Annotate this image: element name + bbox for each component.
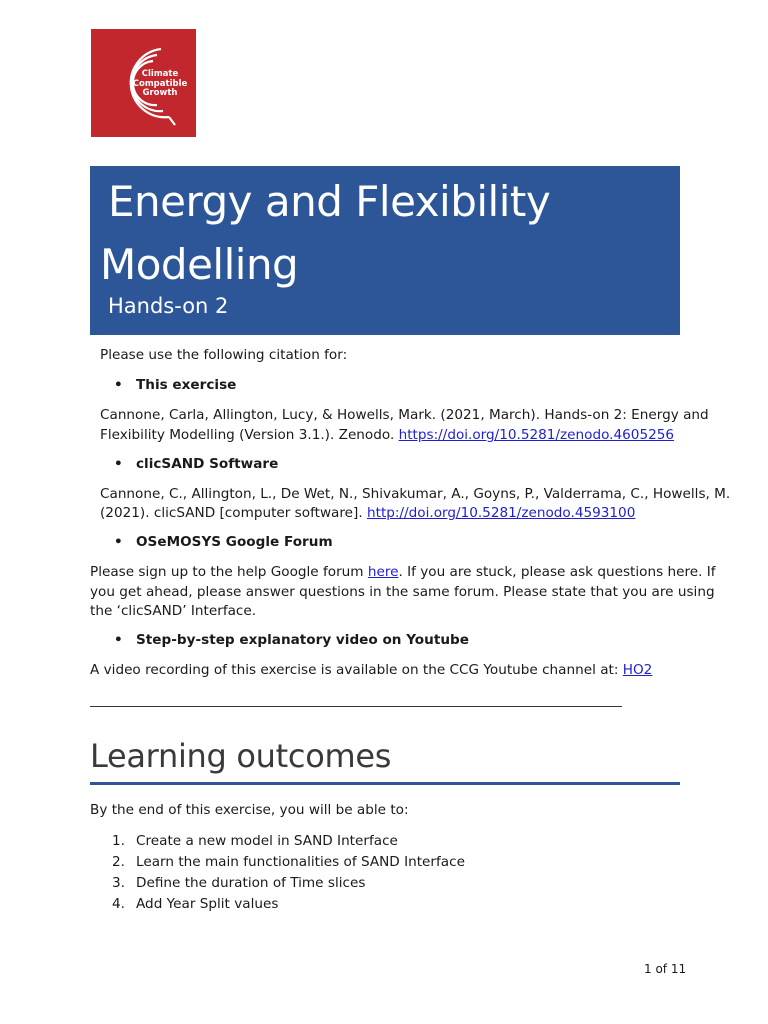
list-item-number: 3. — [112, 875, 125, 891]
software-citation-text: (2021). clicSAND [computer software]. — [100, 505, 367, 521]
forum-line-3: the ‘clicSAND’ Interface. — [90, 603, 257, 619]
forum-line-1 — [90, 562, 716, 582]
title-banner — [90, 166, 680, 335]
list-item-number: 2. — [112, 854, 125, 870]
exercise-citation-text: Flexibility Modelling (Version 3.1.). Zenodo. — [100, 427, 399, 443]
software-citation-line-2 — [100, 503, 635, 523]
video-ho2-link[interactable]: HO2 — [622, 662, 653, 678]
software-doi-link[interactable]: http://doi.org/10.5281/zenodo.4593100 — [367, 505, 636, 521]
list-item-text: Define the duration of Time slices — [136, 875, 366, 891]
logo-word-compatible: Compatible — [132, 78, 188, 89]
list-item-number: 1. — [112, 833, 125, 849]
software-citation-line-1: Cannone, C., Allington, L., De Wet, N., Shivakumar, A., Goyns, P., Valderrama, C., Howells, M. — [100, 486, 731, 502]
forum-line-2: you get ahead, please answer questions in the same forum. Please state that you are using — [90, 584, 715, 600]
video-text: A video recording of this exercise is available on the CCG Youtube channel at: — [90, 662, 623, 678]
forum-text-a: Please sign up to the help Google forum — [90, 564, 368, 580]
bullet-dot-icon: • — [114, 632, 123, 648]
exercise-doi-link[interactable]: https://doi.org/10.5281/zenodo.4605256 — [398, 427, 675, 443]
logo-word-growth: Growth — [142, 88, 178, 98]
bullet-dot-icon: • — [114, 377, 123, 393]
forum-here-link[interactable]: here — [367, 564, 399, 580]
forum-text-b: . If you are stuck, please ask questions here. If — [398, 564, 716, 580]
list-item-text: Create a new model in SAND Interface — [136, 833, 398, 849]
list-item — [112, 873, 366, 893]
list-item — [112, 831, 398, 851]
title-line-2: Modelling — [100, 240, 299, 289]
bullet-forum-label: OSeMOSYS Google Forum — [136, 534, 333, 550]
logo-word-climate: Climate — [141, 69, 179, 79]
learning-outcomes-heading: Learning outcomes — [90, 737, 392, 775]
bullet-video — [114, 630, 469, 650]
ccg-logo — [91, 29, 196, 137]
title-line-1: Energy and Flexibility — [108, 177, 551, 226]
separator-line — [90, 706, 622, 707]
exercise-citation-line-2 — [100, 425, 674, 445]
list-item-number: 4. — [112, 896, 125, 912]
list-item-text: Add Year Split values — [136, 896, 279, 912]
bullet-software — [114, 454, 279, 474]
video-line — [90, 660, 652, 680]
learning-intro: By the end of this exercise, you will be able to: — [90, 802, 409, 818]
list-item-text: Learn the main functionalities of SAND Interface — [136, 854, 465, 870]
bullet-forum — [114, 532, 333, 552]
bullet-dot-icon: • — [114, 534, 123, 550]
bullet-exercise-label: This exercise — [136, 377, 237, 393]
logo-text — [129, 70, 191, 99]
citation-intro: Please use the following citation for: — [100, 347, 348, 363]
exercise-citation-line-1: Cannone, Carla, Allington, Lucy, & Howells, Mark. (2021, March). Hands-on 2: Energy and — [100, 407, 709, 423]
document-title — [100, 170, 675, 296]
list-item — [112, 894, 279, 914]
heading-underline — [90, 782, 680, 785]
page-number: 1 of 11 — [644, 962, 687, 976]
bullet-video-label: Step-by-step explanatory video on Youtube — [136, 632, 469, 648]
bullet-exercise — [114, 375, 237, 395]
list-item — [112, 852, 465, 872]
bullet-software-label: clicSAND Software — [136, 456, 279, 472]
bullet-dot-icon: • — [114, 456, 123, 472]
document-subtitle: Hands-on 2 — [108, 294, 229, 318]
